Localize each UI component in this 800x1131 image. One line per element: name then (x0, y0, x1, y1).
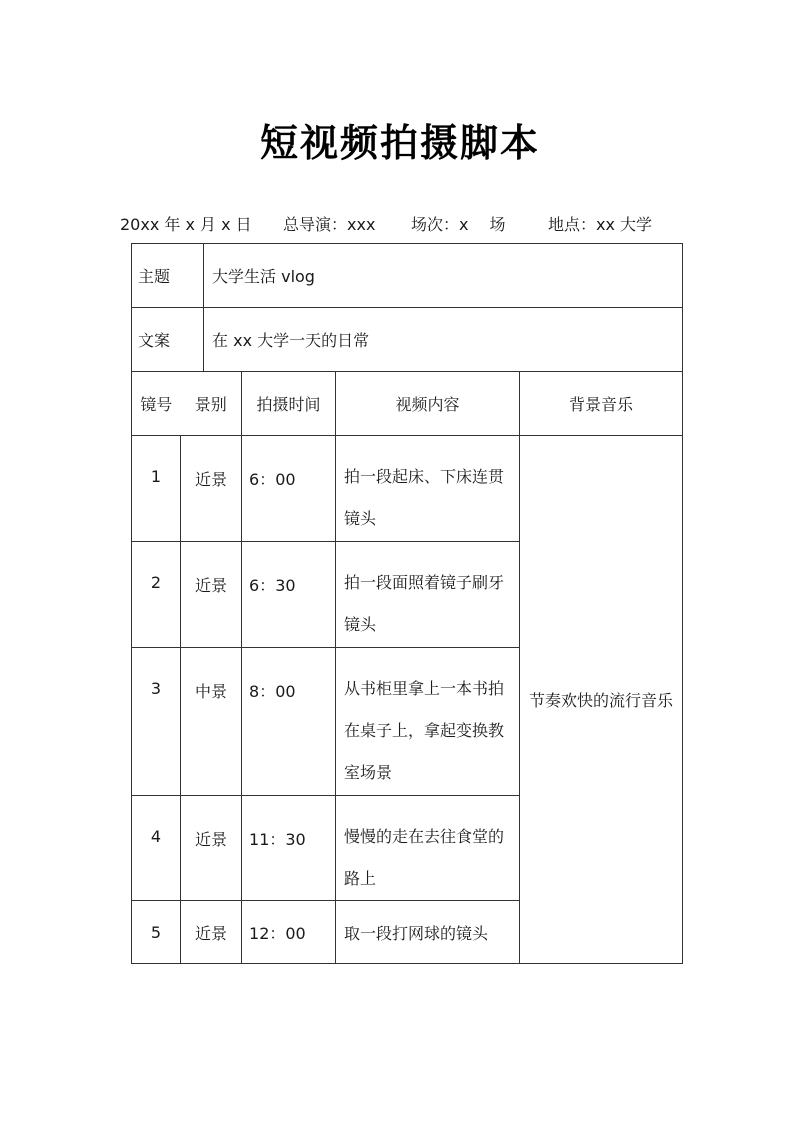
shot-time: 11：30 (242, 796, 336, 901)
shot-content: 拍一段面照着镜子刷牙镜头 (336, 542, 520, 648)
shot-content: 慢慢的走在去往食堂的路上 (336, 796, 520, 901)
copy-value: 在 xx 大学一天的日常 (204, 308, 683, 372)
shot-time: 8：00 (242, 648, 336, 796)
header-time: 拍摄时间 (242, 372, 336, 436)
meta-scene: 场次：x 场 (411, 215, 506, 234)
header-music: 背景音乐 (520, 372, 683, 436)
shot-type: 近景 (181, 796, 242, 901)
shot-number: 5 (132, 901, 181, 964)
shot-number: 2 (132, 542, 181, 648)
shot-number: 3 (132, 648, 181, 796)
shot-type: 近景 (181, 436, 242, 542)
shot-content: 拍一段起床、下床连贯镜头 (336, 436, 520, 542)
theme-row (132, 244, 683, 308)
meta-director: 总导演：xxx (283, 215, 376, 234)
shot-time: 6：00 (242, 436, 336, 542)
meta-date: 20xx 年 x 月 x 日 (120, 215, 252, 234)
script-table (131, 243, 683, 964)
theme-value: 大学生活 vlog (204, 244, 683, 308)
shot-content: 从书柜里拿上一本书拍在桌子上，拿起变换教室场景 (336, 648, 520, 796)
header-content: 视频内容 (336, 372, 520, 436)
table-row (132, 436, 683, 542)
page-title: 短视频拍摄脚本 (259, 121, 540, 165)
copy-label: 文案 (132, 308, 204, 372)
shot-time: 12：00 (242, 901, 336, 964)
background-music: 节奏欢快的流行音乐 (520, 436, 683, 964)
header-shot-pair (132, 372, 242, 436)
shot-type: 近景 (181, 901, 242, 964)
shot-content: 取一段打网球的镜头 (336, 901, 520, 964)
shot-time: 6：30 (242, 542, 336, 648)
meta-row (0, 212, 800, 236)
shot-number: 4 (132, 796, 181, 901)
shot-type: 中景 (181, 648, 242, 796)
header-shot-no: 镜号 (140, 395, 173, 414)
meta-location: 地点：xx 大学 (548, 215, 653, 234)
header-shot-type: 景别 (194, 395, 227, 414)
theme-label: 主题 (132, 244, 204, 308)
shot-number: 1 (132, 436, 181, 542)
shot-type: 近景 (181, 542, 242, 648)
header-row (132, 372, 683, 436)
copy-row (132, 308, 683, 372)
